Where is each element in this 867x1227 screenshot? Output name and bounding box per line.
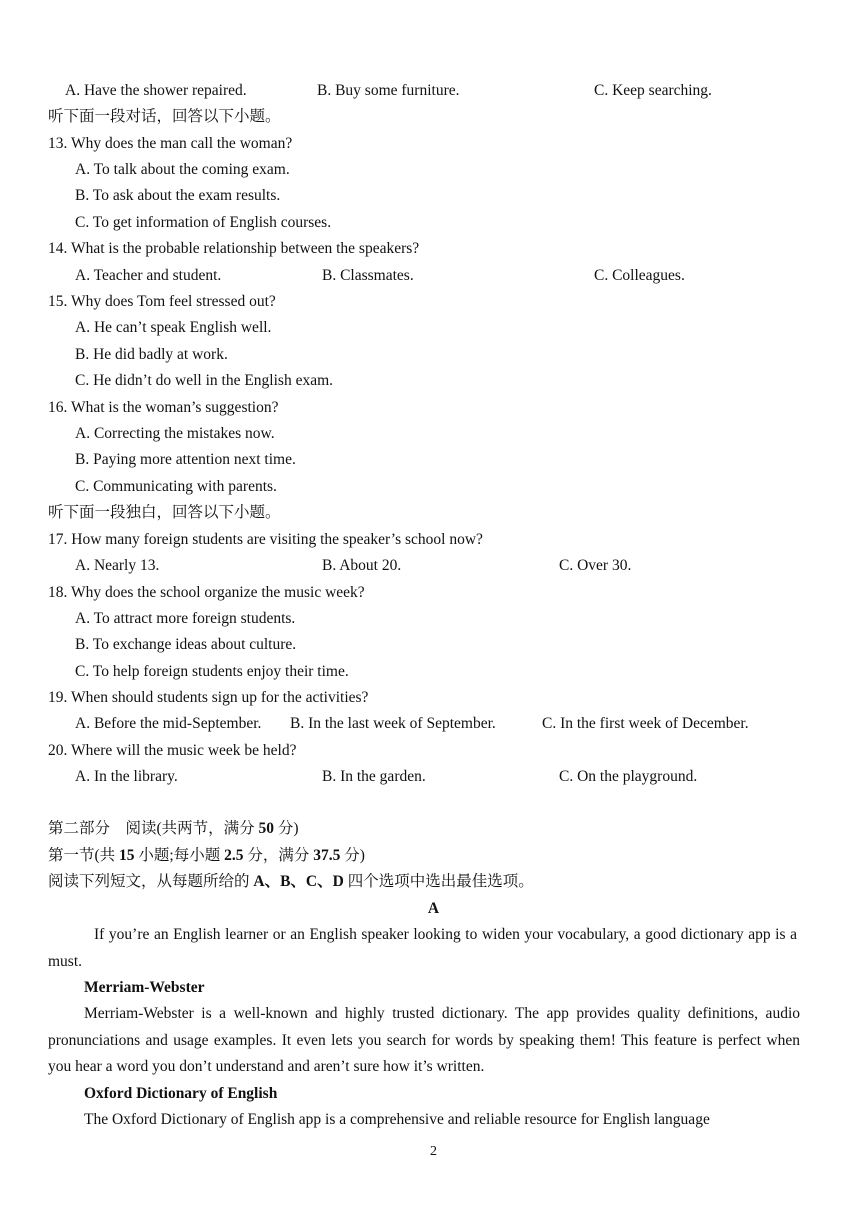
q15-option-a: A. He can’t speak English well. [75,319,272,336]
part2-heading: 第二部分 阅读(共两节，满分 50 分) [48,820,299,837]
heading-oxford: Oxford Dictionary of English [84,1085,278,1102]
instruction-monologue: 听下面一段独白，回答以下小题。 [48,504,281,521]
q16-option-b: B. Paying more attention next time. [75,451,296,468]
q20-option-a: A. In the library. [75,768,178,785]
q18-option-b: B. To exchange ideas about culture. [75,636,297,653]
q17-option-a: A. Nearly 13. [75,557,160,574]
instruction-dialog: 听下面一段对话，回答以下小题。 [48,108,281,125]
passage-letter: A [427,900,440,917]
q16-option-c: C. Communicating with parents. [75,478,277,495]
q19-stem: 19. When should students sign up for the activities? [48,689,369,706]
q14-option-b: B. Classmates. [322,267,414,284]
paragraph-merriam-webster: Merriam-Webster is a well-known and highly trusted dictionary. The app provides quality definitions, audio pronunciations and usage examples. It even lets you search for words by speaking them! This feature is perfect when you hear a word you don’t understand and aren’t sure how it’s written. [48,1005,800,1075]
q17-option-c: C. Over 30. [559,557,632,574]
q19-option-a: A. Before the mid-September. [75,715,262,732]
q18-stem: 18. Why does the school organize the music week? [48,584,365,601]
q14-stem: 14. What is the probable relationship between the speakers? [48,240,420,257]
heading-merriam-webster: Merriam-Webster [84,979,205,996]
q17-option-b: B. About 20. [322,557,402,574]
paragraph-oxford: The Oxford Dictionary of English app is a comprehensive and reliable resource for English language [84,1111,710,1128]
q20-option-b: B. In the garden. [322,768,426,785]
q14-option-a: A. Teacher and student. [75,267,222,284]
q16-stem: 16. What is the woman’s suggestion? [48,399,279,416]
q14-option-c: C. Colleagues. [594,267,685,284]
q20-option-c: C. On the playground. [559,768,698,785]
q15-stem: 15. Why does Tom feel stressed out? [48,293,276,310]
page-number: 2 [430,1144,437,1159]
section1-heading: 第一节(共 15 小题;每小题 2.5 分，满分 37.5 分) [48,847,365,864]
q17-stem: 17. How many foreign students are visiting the speaker’s school now? [48,531,483,548]
q19-option-c: C. In the first week of December. [542,715,749,732]
passage-intro: If you’re an English learner or an English speaker looking to widen your vocabulary, a good dictionary app is a must. [48,926,797,970]
q16-option-a: A. Correcting the mistakes now. [75,425,275,442]
q20-stem: 20. Where will the music week be held? [48,742,297,759]
q13-option-a: A. To talk about the coming exam. [75,161,290,178]
q15-option-b: B. He did badly at work. [75,346,228,363]
q13-stem: 13. Why does the man call the woman? [48,135,293,152]
reading-instruction: 阅读下列短文，从每题所给的 A、B、C、D 四个选项中选出最佳选项。 [48,873,534,890]
q12-option-c: C. Keep searching. [594,82,712,99]
q18-option-a: A. To attract more foreign students. [75,610,296,627]
q12-option-a: A. Have the shower repaired. [65,82,247,99]
q15-option-c: C. He didn’t do well in the English exam. [75,372,334,389]
q12-option-b: B. Buy some furniture. [317,82,460,99]
q18-option-c: C. To help foreign students enjoy their time. [75,663,349,680]
q19-option-b: B. In the last week of September. [290,715,496,732]
q13-option-c: C. To get information of English courses. [75,214,332,231]
q13-option-b: B. To ask about the exam results. [75,187,281,204]
